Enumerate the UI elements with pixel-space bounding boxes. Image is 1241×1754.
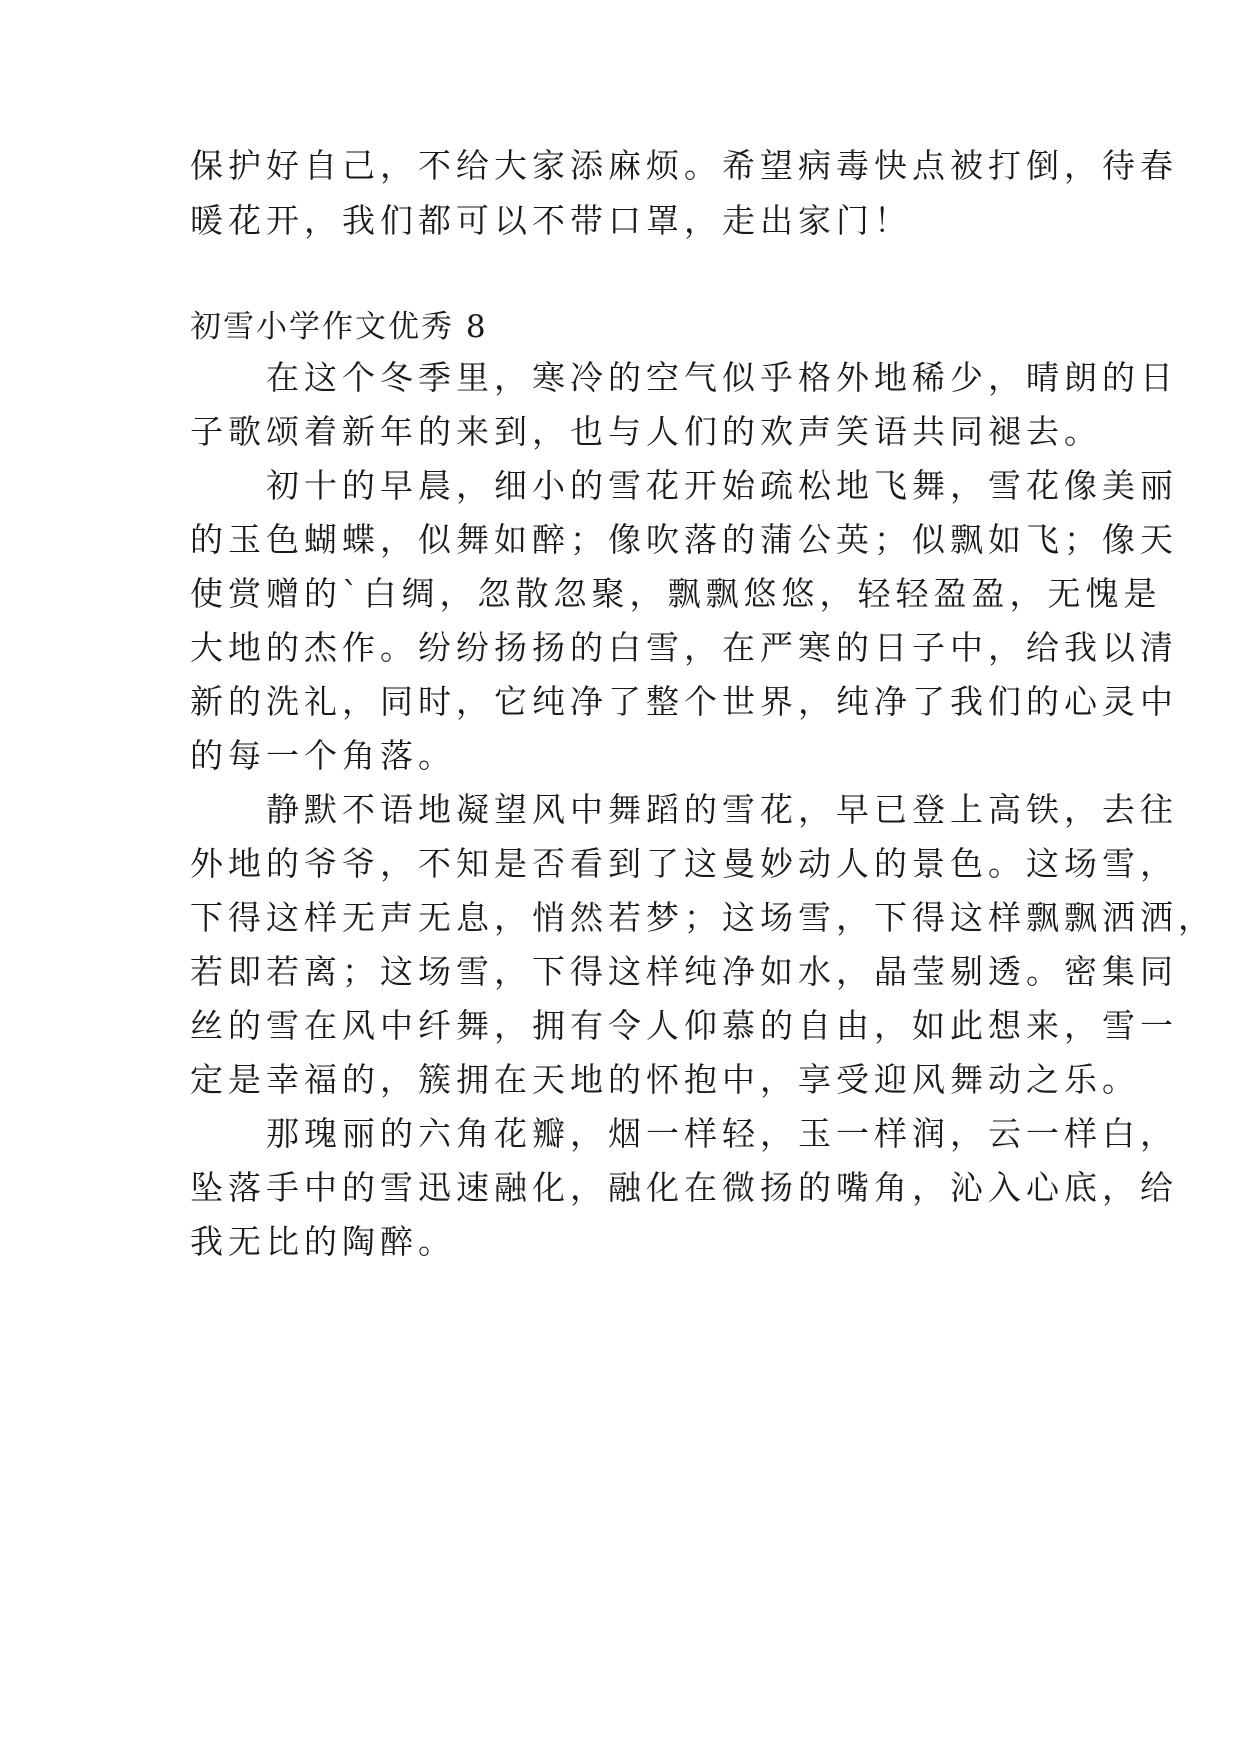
body-line: 大地的杰作。纷纷扬扬的白雪，在严寒的日子中，给我以清 — [190, 628, 1178, 667]
body-line: 坠落手中的雪迅速融化，融化在微扬的嘴角，沁入心底，给 — [190, 1168, 1178, 1207]
intro-line-1: 保护好自己，不给大家添麻烦。希望病毒快点被打倒，待春 — [190, 146, 1178, 185]
body-line: 那瑰丽的六角花瓣，烟一样轻，玉一样润，云一样白， — [190, 1114, 1178, 1153]
body-line: 使赏赠的`白绸，忽散忽聚，飘飘悠悠，轻轻盈盈，无愧是 — [190, 574, 1162, 613]
document-page — [190, 0, 1216, 1754]
body-line: 新的洗礼，同时，它纯净了整个世界，纯净了我们的心灵中 — [190, 682, 1178, 721]
intro-line-2: 暖花开，我们都可以不带口罩，走出家门！ — [190, 201, 912, 240]
body-line: 定是幸福的，簇拥在天地的怀抱中，享受迎风舞动之乐。 — [190, 1060, 1140, 1099]
body-line: 初十的早晨，细小的雪花开始疏松地飞舞，雪花像美丽 — [190, 466, 1178, 505]
body-line: 子歌颂着新年的来到，也与人们的欢声笑语共同褪去。 — [190, 412, 1102, 451]
body-line: 若即若离；这场雪，下得这样纯净如水，晶莹剔透。密集同 — [190, 952, 1178, 991]
body-line: 在这个冬季里，寒冷的空气似乎格外地稀少，晴朗的日 — [190, 358, 1178, 397]
section-title: 初雪小学作文优秀 8 — [190, 309, 488, 345]
body-line: 丝的雪在风中纤舞，拥有令人仰慕的自由，如此想来，雪一 — [190, 1006, 1178, 1045]
body-line: 的玉色蝴蝶，似舞如醉；像吹落的蒲公英；似飘如飞；像天 — [190, 520, 1178, 559]
body-line: 的每一个角落。 — [190, 736, 456, 775]
body-line: 外地的爷爷，不知是否看到了这曼妙动人的景色。这场雪， — [190, 844, 1178, 883]
body-line: 我无比的陶醉。 — [190, 1222, 456, 1261]
body-line: 静默不语地凝望风中舞蹈的雪花，早已登上高铁，去往 — [190, 790, 1178, 829]
body-line: 下得这样无声无息，悄然若梦；这场雪，下得这样飘飘洒洒， — [190, 898, 1216, 937]
